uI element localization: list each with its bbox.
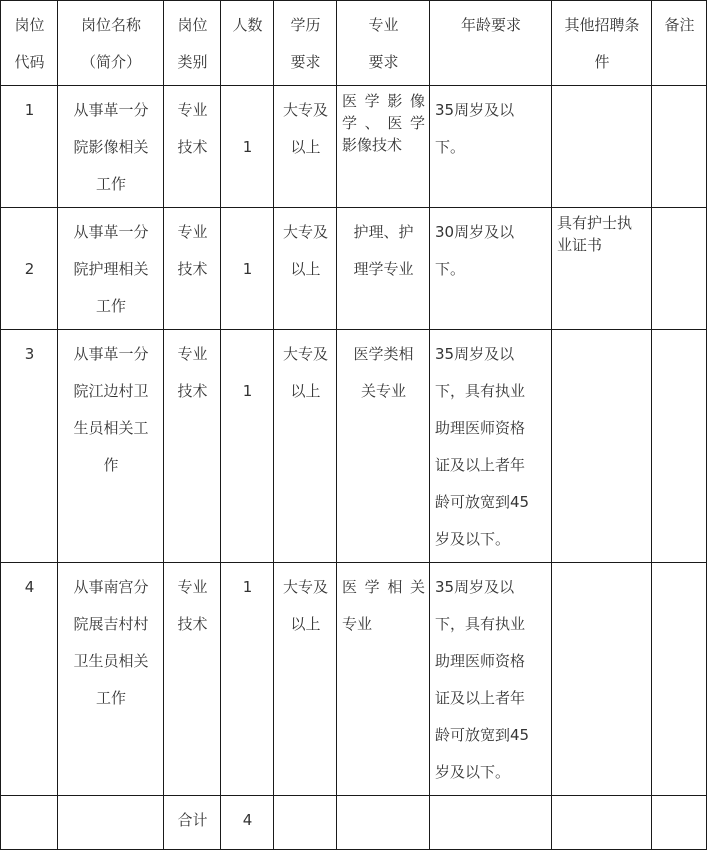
cell-type: 专业 技术	[164, 208, 221, 330]
cell-name: 从事革一分 院护理相关 工作	[58, 208, 164, 330]
cell-empty	[337, 796, 430, 850]
cell-major: 医学类相 关专业	[337, 330, 430, 563]
cell-code: 3	[1, 330, 58, 563]
cell-count: 1	[221, 563, 274, 796]
cell-other	[552, 330, 652, 563]
cell-major: 医学相关 专业	[337, 563, 430, 796]
cell-age: 35周岁及以 下，具有执业 助理医师资格 证及以上者年 龄可放宽到45 岁及以下。	[430, 563, 552, 796]
cell-type: 专业 技术	[164, 563, 221, 796]
cell-empty	[58, 796, 164, 850]
total-row	[1, 796, 707, 850]
cell-code: 4	[1, 563, 58, 796]
cell-age: 35周岁及以 下，具有执业 助理医师资格 证及以上者年 龄可放宽到45 岁及以下。	[430, 330, 552, 563]
cell-major: 护理、护 理学专业	[337, 208, 430, 330]
cell-major: 医学影像 学、医学 影像技术	[337, 86, 430, 208]
table-row	[1, 86, 707, 208]
total-count: 4	[221, 796, 274, 850]
cell-empty	[430, 796, 552, 850]
cell-remark	[652, 330, 707, 563]
cell-remark	[652, 563, 707, 796]
header-type: 岗位 类别	[164, 1, 221, 86]
cell-age: 30周岁及以 下。	[430, 208, 552, 330]
cell-other: 具有护士执 业证书	[552, 208, 652, 330]
header-major: 专业 要求	[337, 1, 430, 86]
cell-type: 专业 技术	[164, 330, 221, 563]
cell-education: 大专及 以上	[274, 563, 337, 796]
cell-other	[552, 86, 652, 208]
table-row	[1, 330, 707, 563]
header-count: 人数	[221, 1, 274, 86]
total-label: 合计	[164, 796, 221, 850]
cell-name: 从事革一分 院江边村卫 生员相关工 作	[58, 330, 164, 563]
cell-education: 大专及 以上	[274, 208, 337, 330]
cell-name: 从事革一分 院影像相关 工作	[58, 86, 164, 208]
header-code: 岗位 代码	[1, 1, 58, 86]
cell-count: 1	[221, 86, 274, 208]
header-education: 学历 要求	[274, 1, 337, 86]
cell-education: 大专及 以上	[274, 330, 337, 563]
header-other: 其他招聘条 件	[552, 1, 652, 86]
cell-empty	[274, 796, 337, 850]
header-name: 岗位名称 （简介）	[58, 1, 164, 86]
header-age: 年龄要求	[430, 1, 552, 86]
cell-education: 大专及 以上	[274, 86, 337, 208]
cell-other	[552, 563, 652, 796]
cell-empty	[552, 796, 652, 850]
cell-code: 1	[1, 86, 58, 208]
cell-name: 从事南宫分 院展吉村村 卫生员相关 工作	[58, 563, 164, 796]
cell-empty	[1, 796, 58, 850]
table-row	[1, 563, 707, 796]
cell-remark	[652, 86, 707, 208]
cell-empty	[652, 796, 707, 850]
table-row	[1, 208, 707, 330]
cell-remark	[652, 208, 707, 330]
cell-type: 专业 技术	[164, 86, 221, 208]
header-remark: 备注	[652, 1, 707, 86]
cell-count: 1	[221, 208, 274, 330]
cell-code: 2	[1, 208, 58, 330]
table-header-row	[1, 1, 707, 86]
cell-count: 1	[221, 330, 274, 563]
cell-age: 35周岁及以 下。	[430, 86, 552, 208]
